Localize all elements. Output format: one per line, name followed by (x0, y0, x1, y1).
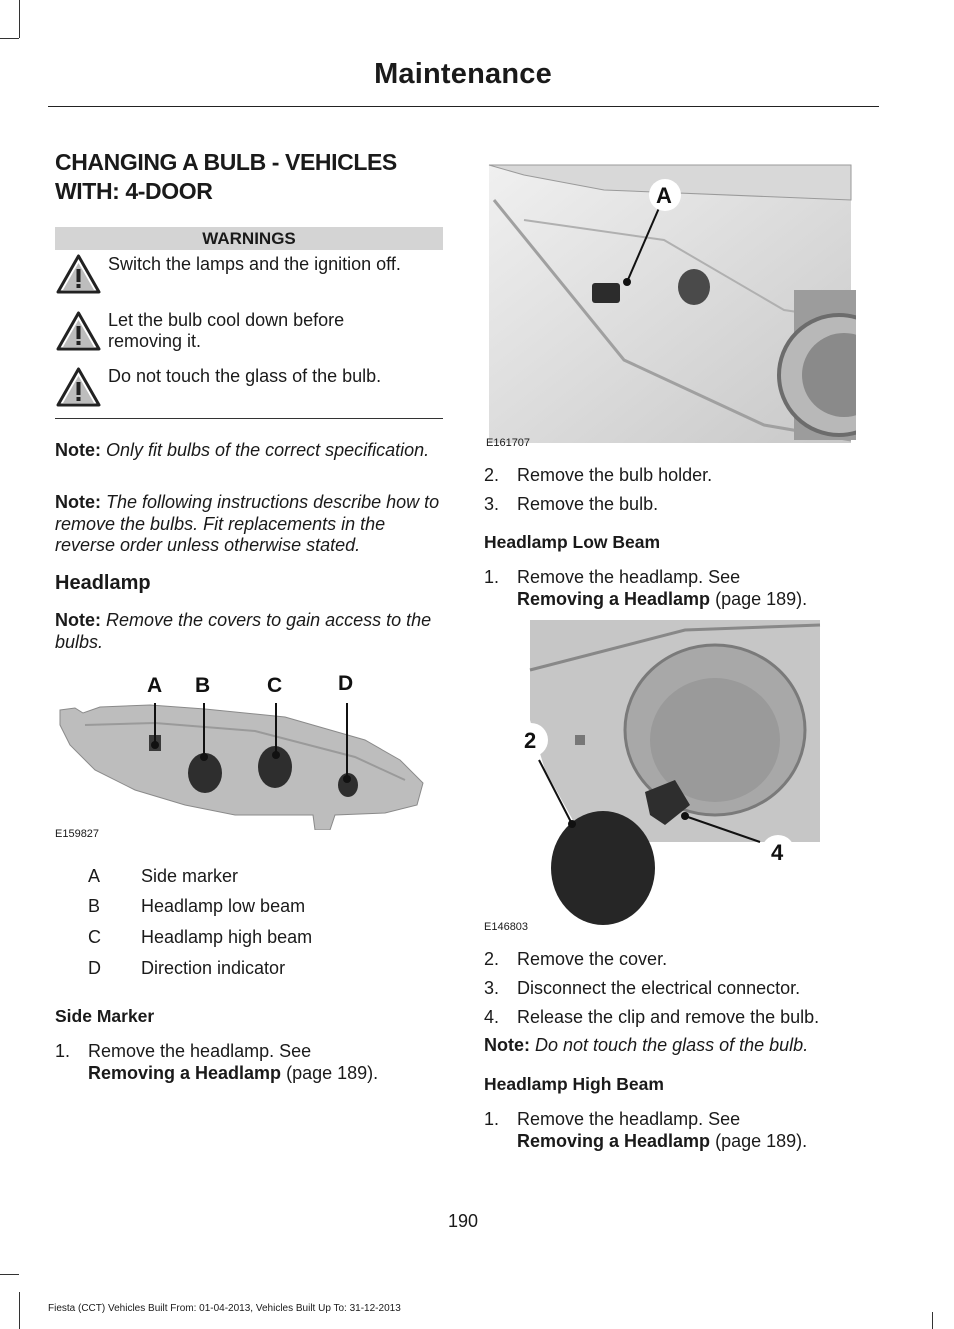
callout-label: C (267, 674, 283, 697)
step (484, 1007, 874, 1029)
step (484, 465, 874, 487)
cross-reference-link[interactable]: Removing a Headlamp (517, 1130, 711, 1151)
page-number: 190 (447, 1211, 479, 1231)
step-number: 1. (55, 1041, 71, 1061)
step (484, 949, 874, 971)
crop-mark (19, 1292, 20, 1329)
cross-reference-link[interactable]: Removing a Headlamp (88, 1062, 282, 1083)
step-text: Release the clip and remove the bulb. (517, 1007, 820, 1027)
note-label: Note: (484, 1035, 530, 1055)
step-text (517, 567, 877, 610)
note-text: Remove the covers to gain access to the bulbs. (55, 610, 432, 652)
step (484, 494, 874, 516)
headlamp-assembly-illustration (55, 665, 435, 830)
low-beam-heading: Headlamp Low Beam (484, 532, 661, 552)
step-instruction: Remove the headlamp. See (88, 1041, 312, 1061)
legend-key: C (88, 927, 101, 947)
note-text: Only fit bulbs of the correct specification. (106, 440, 430, 460)
warning-text: Let the bulb cool down before removing it. (108, 310, 345, 351)
step-number: 1. (484, 567, 500, 587)
headlamp-note (55, 610, 445, 653)
step-number: 3. (484, 978, 500, 998)
step (484, 978, 874, 1000)
cross-reference-link[interactable]: Removing a Headlamp (517, 588, 711, 609)
step-text: Disconnect the electrical connector. (517, 978, 801, 998)
note-text: Do not touch the glass of the bulb. (535, 1035, 809, 1055)
step-number: 3. (484, 494, 500, 514)
figure-id: E161707 (486, 437, 531, 449)
step-instruction: Remove the headlamp. See (517, 1109, 741, 1129)
legend-key: A (88, 866, 101, 886)
callout-label: 2 (524, 728, 537, 753)
step-text: Remove the bulb holder. (517, 465, 713, 485)
crop-mark (932, 1312, 933, 1329)
warning-triangle-icon (55, 253, 102, 295)
note-label: Note: (55, 492, 101, 512)
legend-value: Side marker (141, 866, 239, 886)
step (484, 567, 874, 613)
high-beam-heading: Headlamp High Beam (484, 1074, 664, 1094)
note-label: Note: (55, 440, 101, 460)
section-title-line1: CHANGING A BULB - VEHICLES (55, 149, 397, 175)
section-title (55, 148, 445, 206)
legend-key: D (88, 958, 101, 978)
step-number: 2. (484, 949, 500, 969)
page-reference: (page 189). (715, 1130, 808, 1151)
callout-label: 4 (771, 840, 784, 865)
warning-triangle-icon (55, 310, 102, 352)
page-reference: (page 189). (286, 1062, 379, 1083)
step-number: 4. (484, 1007, 500, 1027)
page-header-title: Maintenance (374, 58, 552, 90)
note-label: Note: (55, 610, 101, 630)
step-text (517, 1109, 877, 1152)
step (484, 1109, 874, 1155)
callout-label: A (147, 674, 163, 697)
callout-label: A (656, 183, 672, 208)
crop-mark (19, 0, 20, 38)
step-text: Remove the cover. (517, 949, 668, 969)
legend-value: Headlamp high beam (141, 927, 313, 947)
crop-mark (0, 1274, 19, 1275)
warnings-divider (55, 418, 443, 419)
legend-value: Headlamp low beam (141, 896, 306, 916)
step-number: 2. (484, 465, 500, 485)
note (55, 492, 445, 557)
warnings-heading: WARNINGS (55, 227, 443, 250)
header-divider (48, 106, 879, 107)
warning-text: Switch the lamps and the ignition off. (108, 254, 401, 274)
step-number: 1. (484, 1109, 500, 1129)
side-marker-heading: Side Marker (55, 1006, 155, 1026)
warning-text: Do not touch the glass of the bulb. (108, 366, 382, 386)
legend-key: B (88, 896, 101, 916)
headlamp-heading: Headlamp (55, 572, 151, 594)
warning-triangle-icon (55, 366, 102, 408)
note-text: The following instructions describe how to remove the bulbs. Fit replacements in the reverse order unless otherwise stated. (55, 492, 440, 555)
page-reference: (page 189). (715, 588, 808, 609)
figure-id: E159827 (55, 828, 100, 840)
step (55, 1041, 445, 1087)
step-instruction: Remove the headlamp. See (517, 567, 741, 587)
step-text (88, 1041, 448, 1084)
side-marker-illustration (484, 160, 856, 445)
section-title-line2: WITH: 4-DOOR (55, 178, 213, 204)
callout-label: D (338, 672, 354, 695)
legend-value: Direction indicator (141, 958, 286, 978)
low-beam-illustration (515, 620, 825, 925)
callout-label: B (195, 674, 211, 697)
note (55, 440, 445, 462)
step-text: Remove the bulb. (517, 494, 659, 514)
crop-mark (0, 38, 19, 39)
figure-id: E146803 (484, 921, 529, 933)
low-beam-note (484, 1035, 874, 1057)
footer-text: Fiesta (CCT) Vehicles Built From: 01-04-2013, Vehicles Built Up To: 31-12-2013 (48, 1303, 401, 1314)
